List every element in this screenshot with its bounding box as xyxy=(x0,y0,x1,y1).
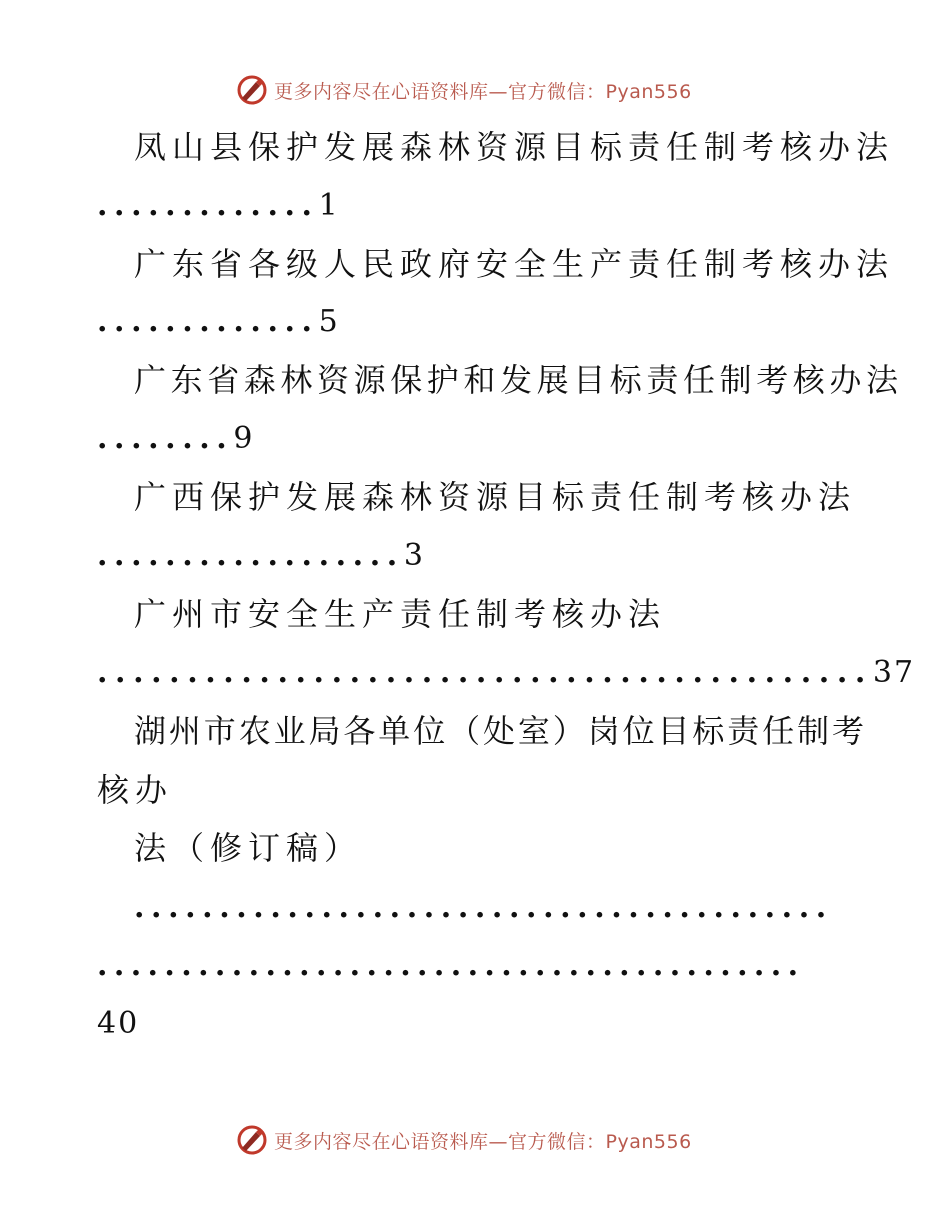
watermark-text: 更多内容尽在心语资料库—官方微信：Pyan556 xyxy=(274,1130,692,1153)
toc-entry-leader xyxy=(97,653,915,693)
toc-entry-title: 广州市安全生产责任制考核办法 xyxy=(134,595,667,633)
toc-page-number: 37 xyxy=(872,655,916,690)
dot-leader: ........................................... xyxy=(97,655,873,690)
toc-page-number: 5 xyxy=(318,304,340,339)
toc-entry-leader xyxy=(97,419,254,459)
watermark-header xyxy=(236,73,692,107)
dot-leader: ............. xyxy=(97,188,319,223)
toc-page-number: 9 xyxy=(233,421,255,456)
toc-page-number: 40 xyxy=(97,1006,140,1041)
toc-page-number: 3 xyxy=(403,538,425,573)
toc-entry-title: 湖州市农业局各单位（处室）岗位目标责任制考 xyxy=(134,712,867,750)
dot-leader: ........ xyxy=(97,421,234,456)
toc-entry-title-continued: 核办 xyxy=(97,771,174,809)
toc-entry-leader xyxy=(97,1004,139,1044)
toc-entry-title: 广东省各级人民政府安全生产责任制考核办法 xyxy=(134,245,895,283)
toc-entry-leader xyxy=(97,186,340,226)
toc-entry-title-continued: 法（修订稿） xyxy=(134,829,363,867)
pen-circle-logo-icon xyxy=(236,74,268,106)
toc-entry-title: 凤山县保护发展森林资源目标责任制考核办法 xyxy=(134,128,895,166)
watermark-text: 更多内容尽在心语资料库—官方微信：Pyan556 xyxy=(274,80,692,103)
dot-leader: .................. xyxy=(97,538,404,573)
dot-leader: ............. xyxy=(97,304,319,339)
toc-entry-leader xyxy=(97,302,340,342)
toc-entry-title: 广西保护发展森林资源目标责任制考核办法 xyxy=(134,478,857,516)
toc-entry-title: 广东省森林资源保护和发展目标责任制考核办法 xyxy=(134,361,903,399)
pen-circle-logo-icon xyxy=(236,1124,268,1156)
toc-entry-leader xyxy=(97,536,425,576)
watermark-footer xyxy=(236,1123,692,1157)
dot-leader: ......................................... xyxy=(134,890,833,925)
dot-leader: .......................................... xyxy=(97,948,805,983)
toc-page-number: 1 xyxy=(318,188,340,223)
